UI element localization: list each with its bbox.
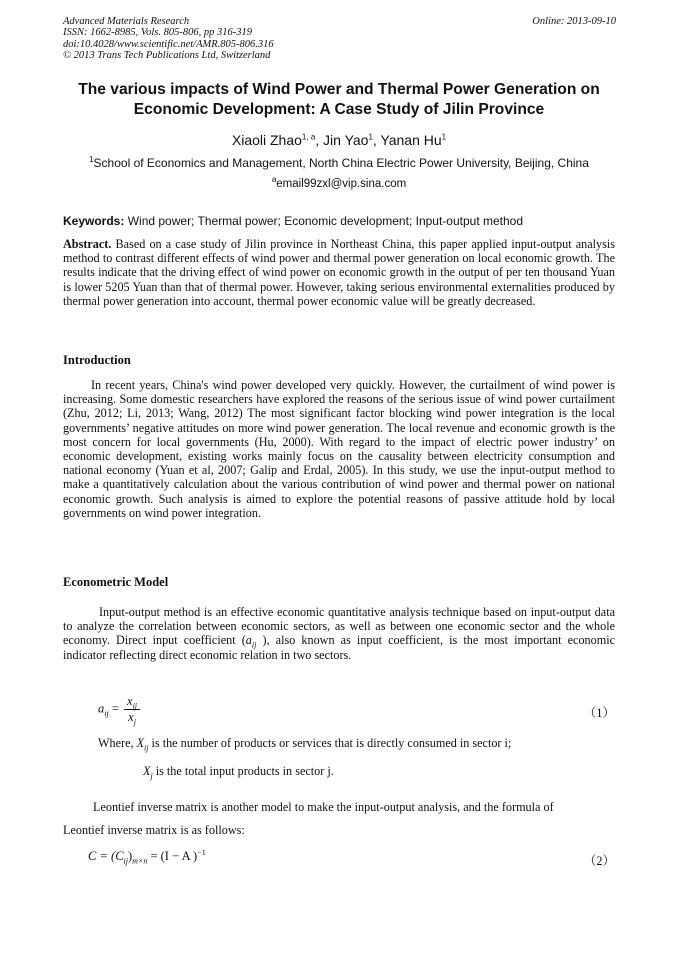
where1-symbol: X — [136, 736, 145, 750]
model-text-after: ), also known as input coefficient, is the most important economic indicator reflecting direct economic relation in two sectors. — [63, 633, 616, 662]
model-text-before: Input-output method is an effective economic quantitative analysis technique based on input-output data to analyze the correlation between economic sectors, as well as between one economic sector and the whole economy. Direct input coefficient ( — [63, 605, 615, 648]
where2-sub: j — [150, 771, 153, 781]
where2-text: is the total input products in sector j. — [155, 764, 334, 778]
author-list: Xiaoli Zhao$^{1, a}$, Jin Yao$^1$, Yanan Hu$^1$ — [231, 132, 447, 148]
abstract-text: Based on a case study of Jilin province in Northeast China, this paper applied input-output analysis method to contrast different effects of wind power and thermal power generation on local economic growth. The results indicate that the driving effect of wind power on economic growth in the output of per ten thousand Yuan is lower 5205 Yuan than that of thermal power. However, taking serious environmental externalities produced by thermal power generation into account, thermal power economic value will be greatly decreased. — [63, 237, 615, 308]
author-name: Jin Yao — [323, 132, 369, 148]
copyright: © 2013 Trans Tech Publications Ltd, Switzerland — [63, 50, 271, 62]
where1-text: is the number of products or services that is directly consumed in sector i; — [151, 736, 512, 750]
eq2-close: ) — [127, 849, 133, 863]
introduction-heading: Introduction — [63, 353, 131, 367]
introduction-text: In recent years, China's wind power developed very quickly. However, the curtailment of wind power is increasing. Some domestic researchers have explored the reasons of the serious issue of wind power curtailment (Zhu, 2012; Li, 2013; Wang, 2012) The most significant factor blocking wind power integration is the local governments’ negative attitudes on more wind power generation. The local revenue and economic growth is the most concern for local governments (Hu, 2000). With regard to the impact of electric power industry’ on economic development, existing works mainly focus on the causality between electricity consumption and national economy (Yuan et al, 2007; Galip and Erdal, 2005). In this study, we use the input-output method to make a quantitatively calculation about the various contribution of wind power and thermal power on national economic growth. Such analysis is aimed to explore the potential reasons of passive attitude hold by local governments on wind power integration. — [63, 378, 615, 520]
author-affil-mark: 1 — [368, 132, 373, 142]
eq1-fraction — [124, 694, 140, 725]
where1-sub: ij — [144, 743, 149, 753]
equation-1 — [98, 694, 140, 725]
paper-title — [40, 80, 638, 120]
email-address: email99zxl@vip.sina.com — [276, 178, 407, 190]
eq1-lhs: a — [98, 701, 105, 716]
eq1-den-var: x — [128, 710, 134, 724]
eq1-equals: = — [111, 701, 119, 716]
title-line-1: The various impacts of Wind Power and Thermal Power Generation on — [78, 81, 600, 98]
coef-sub: ij — [251, 640, 257, 650]
email — [0, 175, 678, 190]
issn: ISSN: 1662-8985, Vols. 805-806, pp 316-319 — [63, 27, 252, 39]
where2-symbol: X — [143, 764, 151, 778]
eq2-exponent: −1 — [197, 847, 206, 857]
affil-text: School of Economics and Management, North China Electric Power University, Beijing, China — [93, 156, 589, 170]
coef-symbol: a — [245, 633, 252, 648]
keywords — [63, 214, 523, 228]
equation-2-number: （2） — [583, 854, 615, 868]
abstract-label: Abstract. — [63, 237, 112, 251]
title-line-2: Economic Development: A Case Study of Jilin Province — [133, 101, 545, 118]
eq1-num-sub: ij — [132, 701, 138, 711]
where-line-1 — [98, 736, 511, 751]
author-affil-mark: 1 — [441, 132, 447, 142]
journal-header — [63, 16, 423, 62]
eq2-lhs: C — [88, 849, 97, 863]
email-mark: a — [271, 175, 277, 185]
eq1-lhs-sub: ij — [104, 708, 109, 718]
model-text — [63, 605, 615, 662]
author-affil-mark: 1, a — [301, 132, 316, 142]
affil-mark: 1 — [89, 155, 94, 164]
eq2-rhs: = (I − A ) — [150, 849, 198, 863]
eq1-num-var: x — [127, 694, 133, 708]
keywords-label: Keywords: — [63, 214, 125, 228]
doi: doi:10.4028/www.scientific.net/AMR.805-806.316 — [63, 38, 274, 50]
eq1-den-sub: j — [133, 717, 136, 727]
online-date: Online: 2013-09-10 — [532, 16, 616, 27]
eq2-sub1: ij — [123, 856, 128, 866]
abstract — [63, 237, 615, 308]
model-heading: Econometric Model — [63, 575, 169, 589]
eq2-mid: = (C — [99, 849, 124, 863]
equation-1-number: （1） — [583, 706, 615, 720]
author-name: Yanan Hu — [380, 132, 442, 148]
journal-name: Advanced Materials Research — [63, 16, 190, 27]
where-prefix: Where, — [98, 736, 134, 750]
leontief-line-1: Leontief inverse matrix is another model to make the input-output analysis, and the formula of — [93, 800, 554, 814]
eq2-sub2: m×n — [132, 856, 148, 866]
where-line-2 — [143, 764, 334, 779]
eq1-denominator — [124, 710, 140, 725]
eq1-numerator — [124, 694, 140, 710]
author-name: Xiaoli Zhao — [231, 132, 302, 148]
keywords-text: Wind power; Thermal power; Economic development; Input-output method — [127, 214, 524, 228]
affiliation — [0, 156, 678, 170]
equation-2 — [88, 849, 206, 864]
leontief-line-2: Leontief inverse matrix is as follows: — [63, 823, 245, 837]
